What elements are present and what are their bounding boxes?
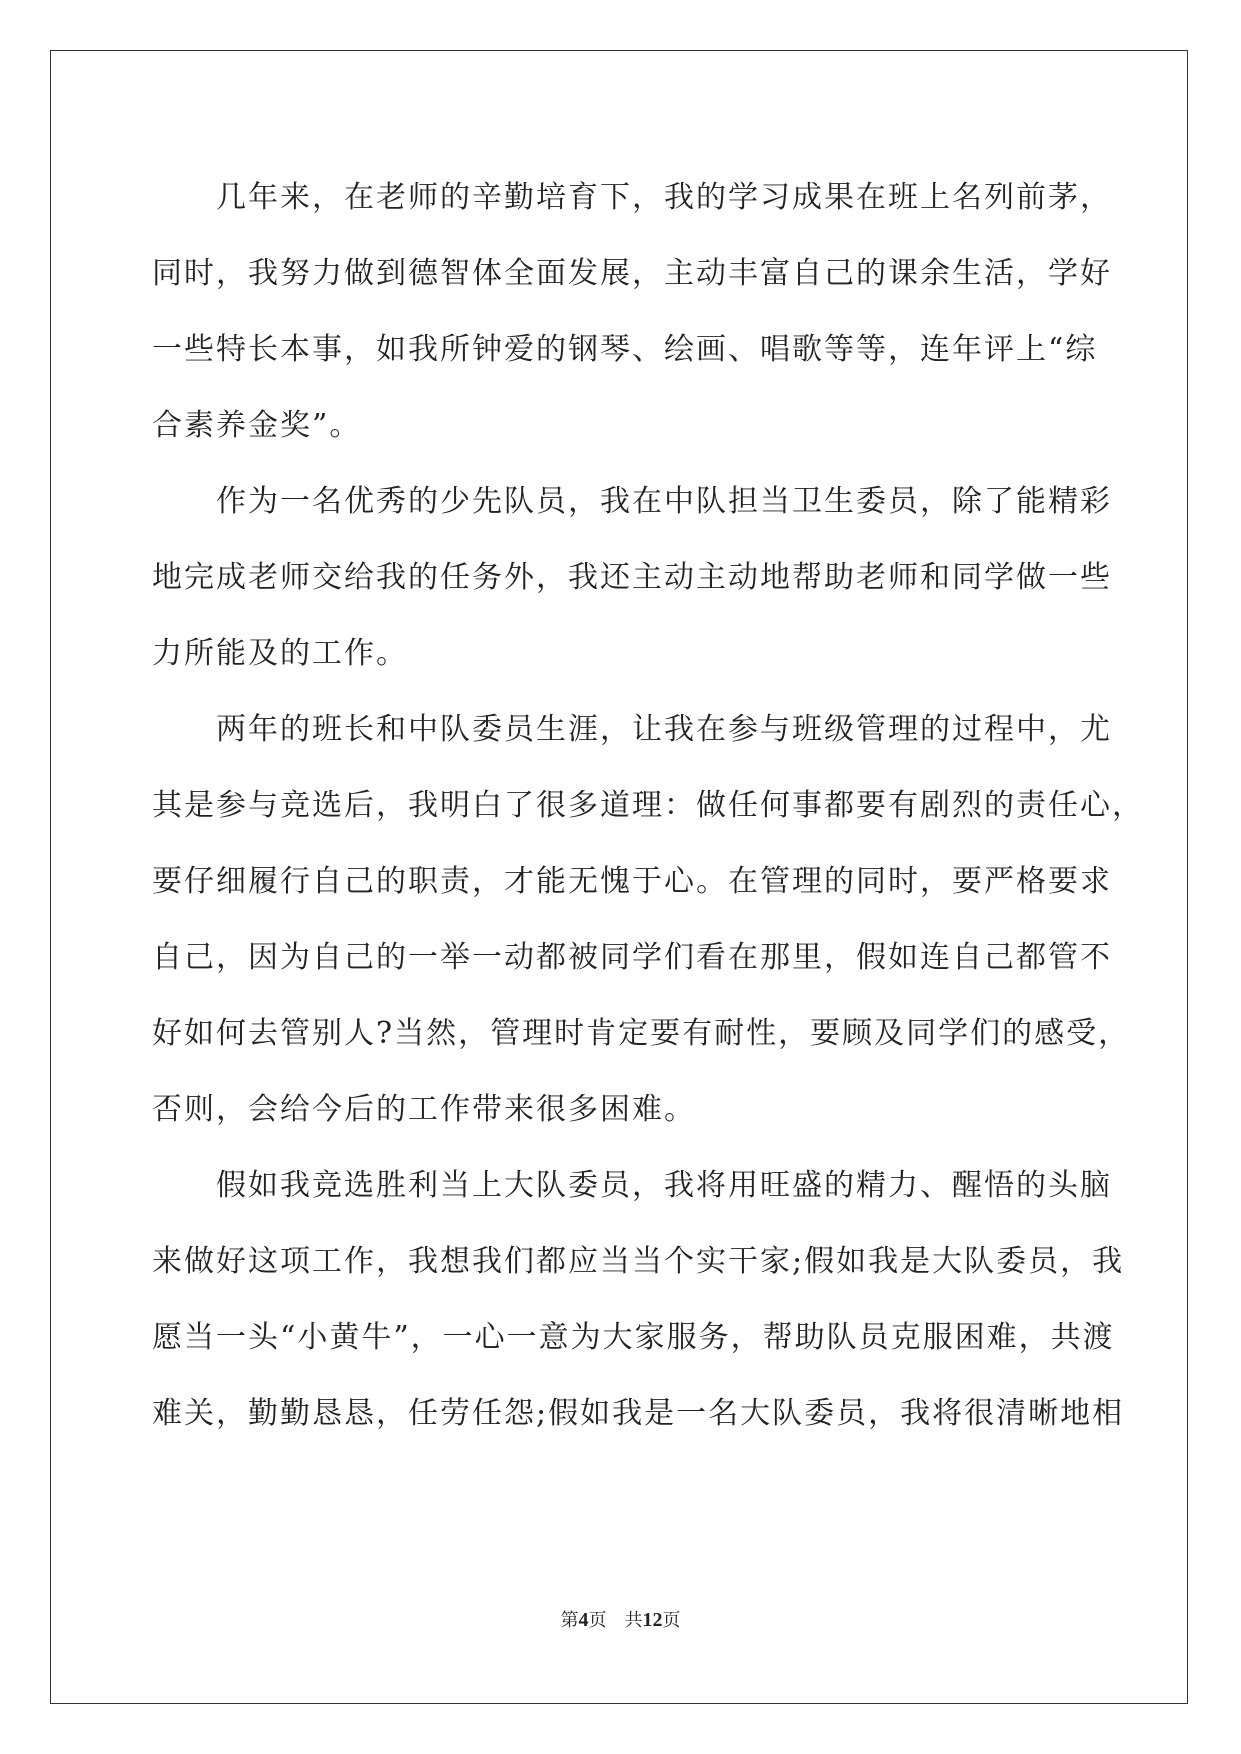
text-line: 同时，我努力做到德智体全面发展，主动丰富自己的课余生活，学好 xyxy=(152,256,1112,291)
text-line: 合素养金奖”。 xyxy=(152,408,362,443)
total-prefix: 共 xyxy=(624,1610,643,1631)
page-footer xyxy=(0,1606,1241,1632)
page-suffix: 页 xyxy=(588,1610,607,1631)
text-line: 否则，会给今后的工作带来很多困难。 xyxy=(152,1092,696,1127)
text-line: 地完成老师交给我的任务外，我还主动主动地帮助老师和同学做一些 xyxy=(152,560,1112,595)
text-line: 其是参与竞选后，我明白了很多道理：做任何事都要有剧烈的责任心， xyxy=(152,788,1144,823)
text-line: 假如我竞选胜利当上大队委员，我将用旺盛的精力、醒悟的头脑 xyxy=(216,1168,1112,1203)
total-suffix: 页 xyxy=(662,1610,681,1631)
body-text xyxy=(152,160,1144,1452)
text-line: 愿当一头“小黄牛”，一心一意为大家服务，帮助队员克服困难，共渡 xyxy=(152,1320,1115,1355)
text-line: 两年的班长和中队委员生涯，让我在参与班级管理的过程中，尤 xyxy=(216,712,1112,747)
page-number: 4 xyxy=(578,1609,589,1631)
text-line: 几年来，在老师的辛勤培育下，我的学习成果在班上名列前茅， xyxy=(216,180,1112,215)
total-pages: 12 xyxy=(642,1609,663,1631)
text-line: 自己，因为自己的一举一动都被同学们看在那里，假如连自己都管不 xyxy=(152,940,1112,975)
text-line: 力所能及的工作。 xyxy=(152,636,408,671)
text-line: 一些特长本事，如我所钟爱的钢琴、绘画、唱歌等等，连年评上“综 xyxy=(152,332,1098,367)
text-line: 要仔细履行自己的职责，才能无愧于心。在管理的同时，要严格要求 xyxy=(152,864,1112,899)
text-line: 作为一名优秀的少先队员，我在中队担当卫生委员，除了能精彩 xyxy=(216,484,1112,519)
page-prefix: 第 xyxy=(560,1610,579,1631)
text-line: 来做好这项工作，我想我们都应当当个实干家;假如我是大队委员，我 xyxy=(152,1244,1125,1279)
text-line: 难关，勤勤恳恳，任劳任怨;假如我是一名大队委员，我将很清晰地相 xyxy=(152,1396,1125,1431)
text-line: 好如何去管别人?当然，管理时肯定要有耐性，要顾及同学们的感受， xyxy=(152,1016,1131,1051)
